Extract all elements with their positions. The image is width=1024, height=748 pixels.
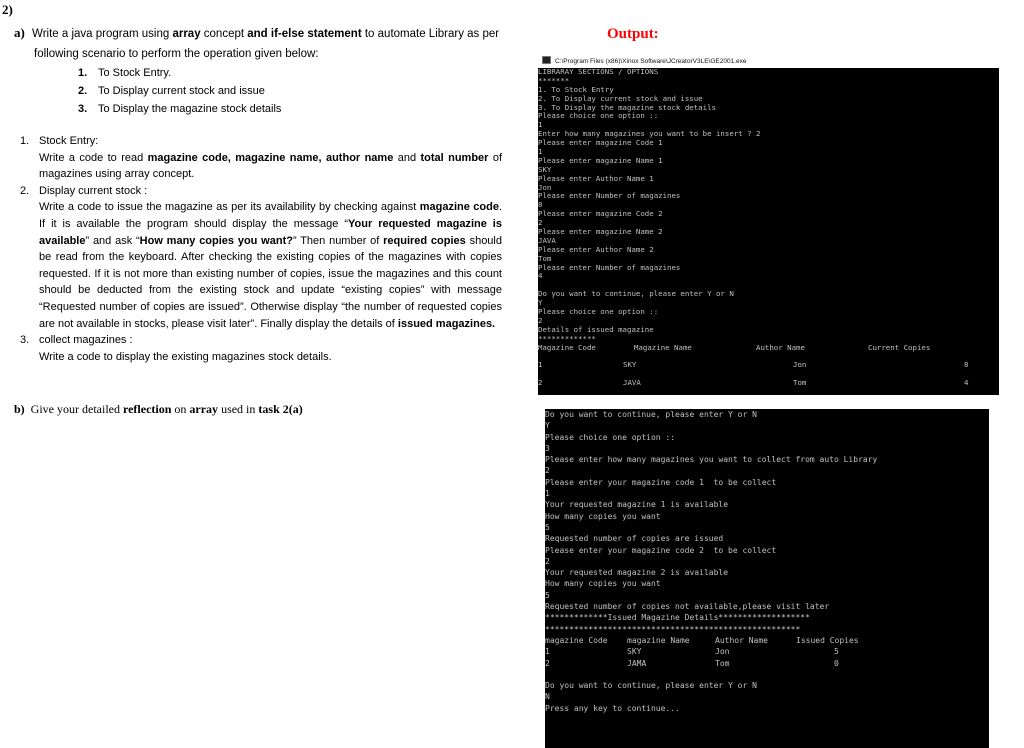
console-line: 8: [538, 200, 543, 210]
console-line: 1. To Stock Entry: [538, 84, 614, 94]
console-line: Please enter your magazine code 2 to be collect: [545, 545, 777, 555]
part-a-intro-line2: following scenario to perform the operation given below:: [34, 48, 319, 60]
table-header-row: magazine Code magazine Name Author Name Issued Copies: [545, 635, 859, 645]
console-line: Jon: [538, 182, 552, 192]
console-line: Please enter magazine Code 2: [538, 209, 663, 219]
task-display-stock: 2. Display current stock :: [20, 184, 148, 197]
console-line: LIBRARAY SECTIONS / OPTIONS: [538, 68, 659, 76]
console-line: Please enter your magazine code 1 to be collect: [545, 477, 777, 487]
console-line: 2: [538, 315, 543, 325]
task-stock-entry-desc: Write a code to read magazine code, magazine name, author name and total number of magazines using array concept.: [39, 151, 503, 181]
options-menu-list: [78, 64, 281, 118]
console-line: *************Issued Magazine Details*******************: [545, 613, 810, 623]
table-row: 1 SKY Jon 5: [545, 647, 839, 657]
console-line: How many copies you want: [545, 579, 661, 589]
console-line: 3: [545, 443, 550, 453]
console-line: Y: [545, 421, 550, 431]
console-line: Please enter Number of magazines: [538, 262, 681, 272]
console-line: 1: [545, 489, 550, 499]
console-output-1: [538, 68, 999, 395]
console-line: Requested number of copies not available,please visit later: [545, 602, 830, 612]
list-item: 3. To Display the magazine stock details: [78, 103, 282, 115]
list-item: 1. To Stock Entry.: [78, 67, 172, 79]
console-window-titlebar: [540, 56, 998, 68]
console-line: Please choice one option ::: [538, 111, 659, 121]
console-line: Details of issued magazine: [538, 324, 654, 334]
part-a-intro: a) Write a java program using array concept and if-else statement to automate Library as per following scenario to perform the operation given below:: [14, 23, 514, 64]
console-line: Please enter magazine Name 1: [538, 155, 663, 165]
console-line: 1: [538, 147, 543, 157]
console-line: 2: [545, 466, 550, 476]
console-line: Do you want to continue, please enter Y or N: [538, 289, 734, 299]
console-line: *************: [538, 333, 596, 343]
console-line: 5: [545, 522, 550, 532]
table-row: 2 JAVA Tom 4: [538, 378, 969, 388]
table-row: 2 JAMA Tom 0: [545, 658, 839, 668]
console-line: 4: [538, 271, 543, 281]
console-line: [545, 669, 989, 680]
console-line: *******: [538, 75, 570, 85]
console-line: Please enter Author Name 2: [538, 244, 654, 254]
task-descriptions: [20, 133, 502, 365]
table-header-row: Magazine Code Magazine Name Author Name Current Copies: [538, 342, 931, 352]
task-collect-magazines-desc: Write a code to display the existing magazines stock details.: [39, 350, 332, 363]
part-a-label: a): [14, 25, 25, 40]
console-line: How many copies you want: [545, 511, 661, 521]
task-stock-entry: 1. Stock Entry:: [20, 135, 99, 147]
list-item: 2. To Display current stock and issue: [78, 85, 265, 97]
console-line: Please choice one option ::: [538, 307, 659, 317]
part-b-question: b) Give your detailed reflection on array used in task 2(a): [14, 402, 303, 416]
console-line: 2: [538, 218, 543, 228]
console-line: Your requested magazine 2 is available: [545, 568, 729, 578]
table-row: 1 SKY Jon 8: [538, 360, 969, 370]
console-line: Do you want to continue, please enter Y or N: [545, 410, 757, 419]
console-line: Press any key to continue...: [545, 703, 680, 713]
console-line: Enter how many magazines you want to be insert ? 2: [538, 129, 761, 139]
console-line: Your requested magazine 1 is available: [545, 500, 729, 510]
task-collect-magazines: 3. collect magazines :: [20, 334, 133, 347]
console-line: Please enter how many magazines you want to collect from auto Library: [545, 455, 878, 465]
console-output-2: [545, 409, 989, 748]
console-line: Please choice one option ::: [545, 432, 676, 442]
console-line: *****************************************************: [545, 624, 801, 634]
console-line: 2. To Display current stock and issue: [538, 93, 703, 103]
output-heading: Output:: [607, 26, 659, 42]
console-line: 5: [545, 590, 550, 600]
console-line: Do you want to continue, please enter Y or N: [545, 681, 757, 691]
console-line: Please enter magazine Code 1: [538, 138, 663, 148]
console-line: 3. To Display the magazine stock details: [538, 102, 716, 112]
console-line: Please enter Author Name 1: [538, 173, 654, 183]
console-line: N: [545, 692, 550, 702]
console-line: Tom: [538, 253, 552, 263]
task-display-stock-desc: Write a code to issue the magazine as per its availability by checking against magazine code. If it is available the program should display the message “Your requested magazine is available” and ask “How many copies you want?” Then number of required copies should be read from the keyboard. After checking the existing copies of the magazines with copies requested. If it is not more than existing number of copies, issue the magazines and this count should be deducted from the existing stock and update “existing copies” with message “Requested number of copies are issued”. Otherwise display “the number of requested copies are not available in stocks, please visit later”. Finally display the details of issued magazines.: [39, 201, 503, 330]
console-line: Y: [538, 298, 543, 308]
question-number: 2): [2, 2, 13, 17]
console-app-icon: [542, 56, 551, 64]
console-window-title: C:\Program Files (x86)\Xinox Software\JCreatorV3LE\GE2001.exe: [555, 58, 747, 65]
console-line: Please enter Number of magazines: [538, 191, 681, 201]
console-line: 1: [538, 120, 543, 130]
console-line: Requested number of copies are issued: [545, 534, 724, 544]
console-line: JAVA: [538, 235, 556, 245]
console-line: 2: [545, 556, 550, 566]
console-line: Please enter magazine Name 2: [538, 227, 663, 237]
console-line: SKY: [538, 164, 552, 174]
